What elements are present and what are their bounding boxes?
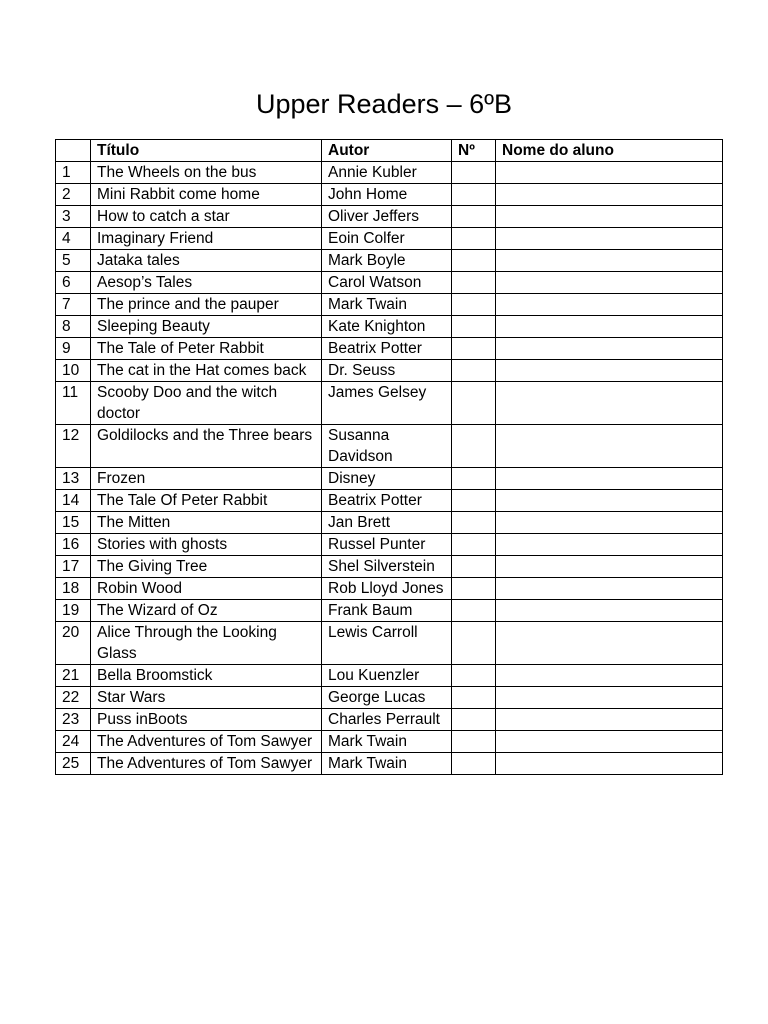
- book-author: Rob Lloyd Jones: [322, 578, 452, 600]
- book-title: How to catch a star: [91, 206, 322, 228]
- book-title: The cat in the Hat comes back: [91, 360, 322, 382]
- student-name-cell[interactable]: [496, 468, 723, 490]
- row-number: 8: [56, 316, 91, 338]
- table-row: [56, 382, 723, 425]
- book-author: Disney: [322, 468, 452, 490]
- student-name-cell[interactable]: [496, 228, 723, 250]
- student-number-cell[interactable]: [452, 622, 496, 665]
- book-table: [55, 139, 723, 775]
- student-name-cell[interactable]: [496, 338, 723, 360]
- book-title: Frozen: [91, 468, 322, 490]
- table-row: [56, 622, 723, 665]
- student-name-cell[interactable]: [496, 316, 723, 338]
- row-number: 25: [56, 753, 91, 775]
- book-title: The Tale of Peter Rabbit: [91, 338, 322, 360]
- book-author: Carol Watson: [322, 272, 452, 294]
- row-number: 16: [56, 534, 91, 556]
- student-name-cell[interactable]: [496, 162, 723, 184]
- table-row: [56, 206, 723, 228]
- table-row: [56, 184, 723, 206]
- book-title: Scooby Doo and the witch doctor: [91, 382, 322, 425]
- student-name-cell[interactable]: [496, 534, 723, 556]
- book-title: Mini Rabbit come home: [91, 184, 322, 206]
- book-author: Mark Twain: [322, 753, 452, 775]
- student-name-cell[interactable]: [496, 294, 723, 316]
- row-number: 1: [56, 162, 91, 184]
- row-number: 21: [56, 665, 91, 687]
- student-name-cell[interactable]: [496, 425, 723, 468]
- book-title: Bella Broomstick: [91, 665, 322, 687]
- page-title: Upper Readers – 6ºB: [256, 89, 512, 119]
- student-name-cell[interactable]: [496, 250, 723, 272]
- book-author: Mark Boyle: [322, 250, 452, 272]
- row-number: 11: [56, 382, 91, 425]
- book-author: Shel Silverstein: [322, 556, 452, 578]
- table-row: [56, 360, 723, 382]
- book-author: George Lucas: [322, 687, 452, 709]
- table-row: [56, 556, 723, 578]
- row-number: 10: [56, 360, 91, 382]
- book-title: Alice Through the Looking Glass: [91, 622, 322, 665]
- book-author: James Gelsey: [322, 382, 452, 425]
- student-number-cell[interactable]: [452, 272, 496, 294]
- table-row: [56, 753, 723, 775]
- student-name-cell[interactable]: [496, 709, 723, 731]
- table-row: [56, 294, 723, 316]
- book-title: The Adventures of Tom Sawyer: [91, 731, 322, 753]
- student-name-cell[interactable]: [496, 622, 723, 665]
- book-author: Beatrix Potter: [322, 338, 452, 360]
- student-name-cell[interactable]: [496, 272, 723, 294]
- book-title: The Giving Tree: [91, 556, 322, 578]
- book-title: The Wizard of Oz: [91, 600, 322, 622]
- book-title: The prince and the pauper: [91, 294, 322, 316]
- student-number-cell[interactable]: [452, 294, 496, 316]
- student-number-cell[interactable]: [452, 600, 496, 622]
- row-number: 24: [56, 731, 91, 753]
- student-number-cell[interactable]: [452, 184, 496, 206]
- header-student-name: Nome do aluno: [496, 140, 723, 162]
- row-number: 14: [56, 490, 91, 512]
- table-row: [56, 665, 723, 687]
- table-row: [56, 316, 723, 338]
- header-index: [56, 140, 91, 162]
- table-row: [56, 272, 723, 294]
- student-name-cell[interactable]: [496, 600, 723, 622]
- row-number: 17: [56, 556, 91, 578]
- student-name-cell[interactable]: [496, 578, 723, 600]
- book-title: Imaginary Friend: [91, 228, 322, 250]
- row-number: 3: [56, 206, 91, 228]
- book-title: Sleeping Beauty: [91, 316, 322, 338]
- student-number-cell[interactable]: [452, 316, 496, 338]
- student-number-cell[interactable]: [452, 206, 496, 228]
- student-number-cell[interactable]: [452, 556, 496, 578]
- student-number-cell[interactable]: [452, 382, 496, 425]
- table-body: [56, 162, 723, 775]
- book-title: The Tale Of Peter Rabbit: [91, 490, 322, 512]
- student-number-cell[interactable]: [452, 490, 496, 512]
- student-name-cell[interactable]: [496, 184, 723, 206]
- table-row: [56, 687, 723, 709]
- book-author: Dr. Seuss: [322, 360, 452, 382]
- table-row: [56, 250, 723, 272]
- row-number: 6: [56, 272, 91, 294]
- table-row: [56, 228, 723, 250]
- table-row: [56, 338, 723, 360]
- student-number-cell[interactable]: [452, 709, 496, 731]
- book-title: Goldilocks and the Three bears: [91, 425, 322, 468]
- book-title: Puss inBoots: [91, 709, 322, 731]
- student-number-cell[interactable]: [452, 228, 496, 250]
- row-number: 22: [56, 687, 91, 709]
- row-number: 18: [56, 578, 91, 600]
- student-number-cell[interactable]: [452, 753, 496, 775]
- student-number-cell[interactable]: [452, 360, 496, 382]
- student-name-cell[interactable]: [496, 731, 723, 753]
- table-row: [56, 578, 723, 600]
- book-author: Russel Punter: [322, 534, 452, 556]
- row-number: 4: [56, 228, 91, 250]
- student-name-cell[interactable]: [496, 360, 723, 382]
- table-row: [56, 162, 723, 184]
- student-number-cell[interactable]: [452, 468, 496, 490]
- table-row: [56, 468, 723, 490]
- book-author: Kate Knighton: [322, 316, 452, 338]
- table-row: [56, 600, 723, 622]
- row-number: 5: [56, 250, 91, 272]
- table-row: [56, 512, 723, 534]
- header-author: Autor: [322, 140, 452, 162]
- student-number-cell[interactable]: [452, 687, 496, 709]
- book-author: Mark Twain: [322, 731, 452, 753]
- student-name-cell[interactable]: [496, 490, 723, 512]
- row-number: 15: [56, 512, 91, 534]
- book-title: Star Wars: [91, 687, 322, 709]
- student-number-cell[interactable]: [452, 534, 496, 556]
- student-number-cell[interactable]: [452, 250, 496, 272]
- row-number: 12: [56, 425, 91, 468]
- row-number: 13: [56, 468, 91, 490]
- book-author: Mark Twain: [322, 294, 452, 316]
- student-number-cell[interactable]: [452, 512, 496, 534]
- header-title: Título: [91, 140, 322, 162]
- table-row: [56, 709, 723, 731]
- book-author: Eoin Colfer: [322, 228, 452, 250]
- student-number-cell[interactable]: [452, 162, 496, 184]
- table-row: [56, 425, 723, 468]
- book-author: Lou Kuenzler: [322, 665, 452, 687]
- student-name-cell[interactable]: [496, 512, 723, 534]
- student-name-cell[interactable]: [496, 753, 723, 775]
- book-title: Robin Wood: [91, 578, 322, 600]
- student-name-cell[interactable]: [496, 687, 723, 709]
- header-number: Nº: [452, 140, 496, 162]
- row-number: 19: [56, 600, 91, 622]
- book-author: Oliver Jeffers: [322, 206, 452, 228]
- book-author: Frank Baum: [322, 600, 452, 622]
- student-number-cell[interactable]: [452, 338, 496, 360]
- student-name-cell[interactable]: [496, 382, 723, 425]
- book-author: John Home: [322, 184, 452, 206]
- book-title: Aesop’s Tales: [91, 272, 322, 294]
- book-title: Stories with ghosts: [91, 534, 322, 556]
- table-row: [56, 490, 723, 512]
- table-row: [56, 731, 723, 753]
- book-title: The Mitten: [91, 512, 322, 534]
- book-title: The Adventures of Tom Sawyer: [91, 753, 322, 775]
- student-name-cell[interactable]: [496, 556, 723, 578]
- row-number: 23: [56, 709, 91, 731]
- student-name-cell[interactable]: [496, 206, 723, 228]
- book-author: Charles Perrault: [322, 709, 452, 731]
- student-name-cell[interactable]: [496, 665, 723, 687]
- table-header-row: [56, 140, 723, 162]
- book-author: Beatrix Potter: [322, 490, 452, 512]
- book-author: Lewis Carroll: [322, 622, 452, 665]
- student-number-cell[interactable]: [452, 665, 496, 687]
- student-number-cell[interactable]: [452, 425, 496, 468]
- row-number: 7: [56, 294, 91, 316]
- book-author: Jan Brett: [322, 512, 452, 534]
- book-author: Susanna Davidson: [322, 425, 452, 468]
- book-author: Annie Kubler: [322, 162, 452, 184]
- row-number: 20: [56, 622, 91, 665]
- student-number-cell[interactable]: [452, 578, 496, 600]
- row-number: 2: [56, 184, 91, 206]
- table-row: [56, 534, 723, 556]
- book-title: The Wheels on the bus: [91, 162, 322, 184]
- book-title: Jataka tales: [91, 250, 322, 272]
- student-number-cell[interactable]: [452, 731, 496, 753]
- row-number: 9: [56, 338, 91, 360]
